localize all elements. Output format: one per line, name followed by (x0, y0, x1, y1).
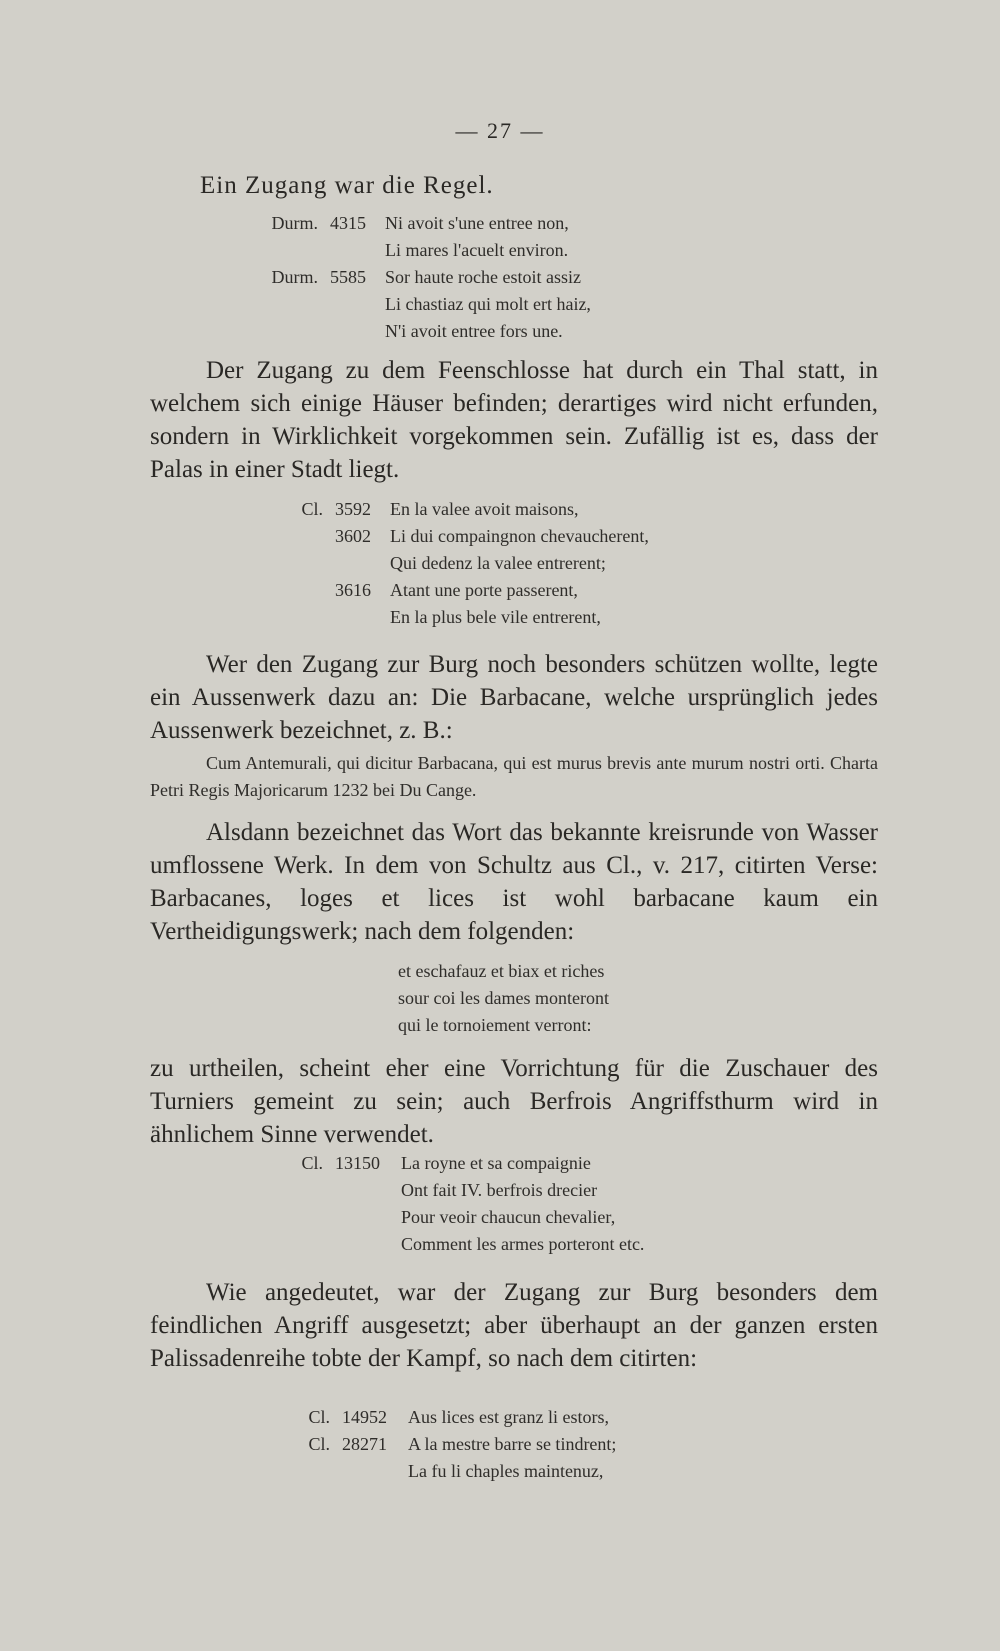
quote-text: Li mares l'acuelt environ. (385, 240, 569, 260)
quote-line (301, 1150, 755, 1177)
quote-source: Cl. (308, 1407, 330, 1427)
quote-line (335, 1231, 755, 1258)
quote-line (335, 523, 755, 550)
quote-text: Li dui compaingnon chevaucherent, (390, 526, 649, 546)
latin-citation (150, 750, 878, 804)
quote-text: La fu li chaples maintenuz, (408, 1461, 604, 1481)
paragraph-kreisrunde (150, 816, 878, 948)
quote-block-cl-13150 (301, 1150, 755, 1258)
quote-source: Cl. (301, 499, 323, 519)
quote-line (335, 604, 755, 631)
paragraph-text: Wie angedeutet, war der Zugang zur Burg besonders dem feindlichen Angriff ausgesetzt; aber überhaupt an der ganzen ersten Palissadenreihe tobte der Kampf, so nach dem citirten: (150, 1279, 878, 1372)
quote-text: En la plus bele vile entrerent, (390, 607, 601, 627)
quote-text: A la mestre barre se tindrent; (408, 1434, 617, 1454)
verse-number: 4315 (330, 213, 366, 233)
quote-text: Ont fait IV. berfrois drecier (401, 1180, 598, 1200)
quote-source: Durm. (271, 267, 318, 287)
verse-block (398, 958, 609, 1039)
quote-text: Aus lices est granz li estors, (408, 1407, 609, 1427)
verse-number: 13150 (335, 1153, 380, 1173)
section-heading: Ein Zugang war die Regel. (200, 172, 494, 199)
quote-text: En la valee avoit maisons, (390, 499, 579, 519)
quote-text: N'i avoit entree fors une. (385, 321, 563, 341)
verse-number: 3616 (335, 580, 371, 600)
quote-line (308, 1404, 762, 1431)
page-number: — 27 — (455, 118, 545, 143)
verse-number: 5585 (330, 267, 366, 287)
quote-line (308, 1431, 762, 1458)
verse-number: 3592 (335, 499, 371, 519)
verse-line: qui le tornoiement verront: (398, 1015, 592, 1035)
verse-number: 14952 (342, 1407, 387, 1427)
verse-line: sour coi les dames monteront (398, 988, 609, 1008)
quote-text: Sor haute roche estoit assiz (385, 267, 581, 287)
paragraph-text: zu urtheilen, scheint eher eine Vorrichtung für die Zuschauer des Turniers gemeint zu sein; auch Berfrois Angriffsthurm wird in ähnlichem Sinne verwendet. (150, 1055, 878, 1148)
paragraph-text: Wer den Zugang zur Burg noch besonders schützen wollte, legte ein Aussenwerk dazu an: Die Barbacane, welche ursprünglich jedes Aussenwerk bezeichnet, z. B.: (150, 651, 878, 744)
paragraph-barbacane (150, 648, 878, 747)
quote-block-cl-14952 (308, 1404, 762, 1485)
quote-text: Atant une porte passerent, (390, 580, 578, 600)
quote-line (335, 550, 755, 577)
quote-text: La royne et sa compaignie (401, 1153, 591, 1173)
quote-line (271, 264, 750, 291)
paragraph-zuschauer (150, 1052, 878, 1151)
quote-block-durm (271, 210, 750, 345)
quote-line (335, 1204, 755, 1231)
quote-line (271, 210, 750, 237)
quote-text: Comment les armes porteront etc. (401, 1234, 645, 1254)
quote-source: Cl. (308, 1434, 330, 1454)
quote-line (330, 237, 750, 264)
quote-line (342, 1458, 762, 1485)
quote-text: Pour veoir chaucun chevalier, (401, 1207, 616, 1227)
quote-source: Durm. (271, 213, 318, 233)
verse-number: 3602 (335, 526, 371, 546)
quote-text: Li chastiaz qui molt ert haiz, (385, 294, 591, 314)
quote-line (330, 318, 750, 345)
paragraph-text: Alsdann bezeichnet das Wort das bekannte kreisrunde von Wasser umflossene Werk. In dem von Schultz aus Cl., v. 217, citirten Verse: Barbacanes, loges et lices ist wohl barbacane kaum ein Vertheidigungswerk; nach dem folgenden: (150, 819, 878, 945)
quote-block-cl-3592 (301, 496, 755, 631)
quote-text: Qui dedenz la valee entrerent; (390, 553, 606, 573)
quote-line (301, 496, 755, 523)
quote-line (335, 577, 755, 604)
quote-line (330, 291, 750, 318)
paragraph-feenschloss (150, 354, 878, 486)
quote-source: Cl. (301, 1153, 323, 1173)
verse-number: 28271 (342, 1434, 387, 1454)
paragraph-text: Der Zugang zu dem Feenschlosse hat durch ein Thal statt, in welchem sich einige Häuser befinden; derartiges wird nicht erfunden, sondern in Wirklichkeit vorgekommen sein. Zufällig ist es, dass der Palas in einer Stadt liegt. (150, 357, 878, 483)
quote-line (335, 1177, 755, 1204)
latin-text: Cum Antemurali, qui dicitur Barbacana, qui est murus brevis ante murum nostri orti. Charta Petri Regis Majoricarum 1232 bei Du Cange. (150, 753, 878, 800)
verse-line: et eschafauz et biax et riches (398, 961, 605, 981)
quote-text: Ni avoit s'une entree non, (385, 213, 569, 233)
paragraph-angriff (150, 1276, 878, 1375)
